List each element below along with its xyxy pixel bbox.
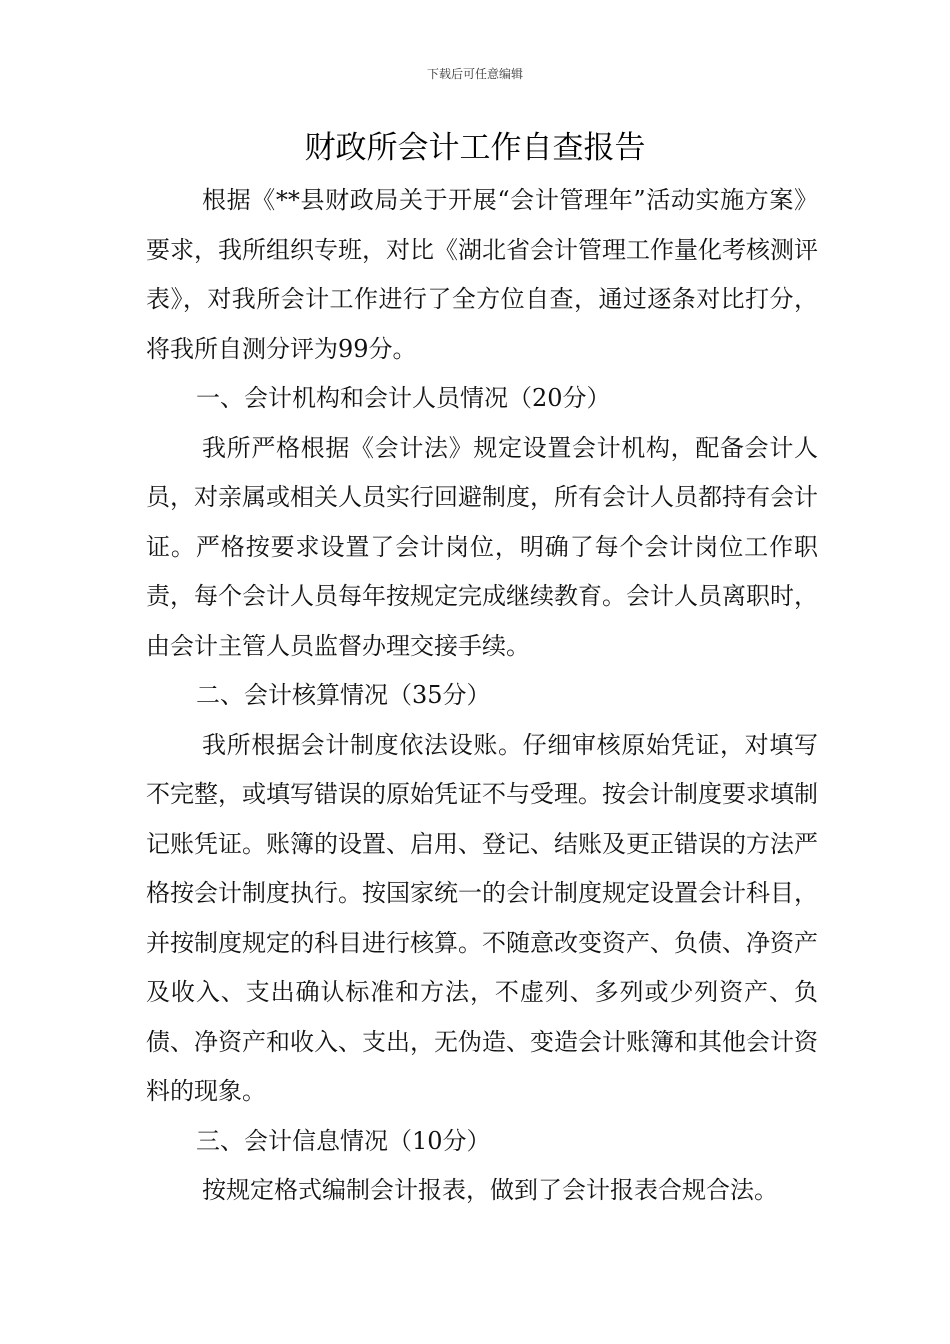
section-heading-1: 一、会计机构和会计人员情况（20分） [196, 384, 611, 412]
document-title: 财政所会计工作自查报告 [304, 130, 646, 166]
section-heading-2: 二、会计核算情况（35分） [196, 681, 491, 709]
paragraph-intro: 根据《**县财政局关于开展“会计管理年”活动实施方案》要求，我所组织专班，对比《湖北省会计管理工作量化考核测评表》，对我所会计工作进行了全方位自查，通过逐条对比打分，将我所自测分评为99分。 [146, 186, 818, 363]
paragraph-section-1: 我所严格根据《会计法》规定设置会计机构，配备会计人员，对亲属或相关人员实行回避制度，所有会计人员都持有会计证。严格按要求设置了会计岗位，明确了每个会计岗位工作职责，每个会计人员每年按规定完成继续教育。会计人员离职时，由会计主管人员监督办理交接手续。 [146, 433, 818, 660]
section-heading-3: 三、会计信息情况（10分） [196, 1126, 491, 1155]
paragraph-section-3: 按规定格式编制会计报表，做到了会计报表合规合法。 [202, 1176, 778, 1204]
document-body [146, 176, 818, 1216]
header-note: 下载后可任意编辑 [426, 67, 523, 81]
paragraph-section-2: 我所根据会计制度依法设账。仔细审核原始凭证，对填写不完整，或填写错误的原始凭证不与受理。按会计制度要求填制记账凭证。账簿的设置、启用、登记、结账及更正错误的方法严格按会计制度执行。按国家统一的会计制度规定设置会计科目，并按制度规定的科目进行核算。不随意改变资产、负债、净资产及收入、支出确认标准和方法，不虚列、多列或少列资产、负债、净资产和收入、支出，无伪造、变造会计账簿和其他会计资料的现象。 [146, 730, 818, 1105]
